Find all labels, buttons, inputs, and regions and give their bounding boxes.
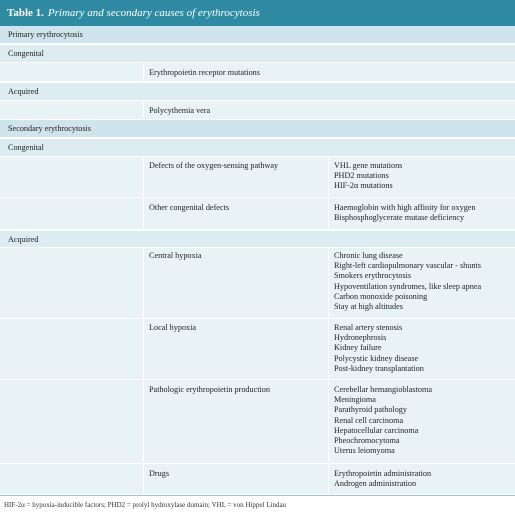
section-primary: [0, 26, 515, 44]
example-item: Bisphosphoglycerate mutase deficiency: [334, 213, 465, 223]
table-caption: Primary and secondary causes of erythrocytosis: [47, 7, 260, 19]
example-item: Pheochromocytoma: [334, 436, 400, 446]
example-item: Polycystic kidney disease: [334, 353, 419, 363]
cause-cell: Other congenital defects: [149, 203, 230, 212]
example-item: Right-left cardiopulmonary vascular - shunts: [334, 261, 481, 271]
section-label: Primary erythrocytosis: [8, 30, 83, 39]
table-row: [0, 198, 515, 230]
example-item: Haemoglobin with high affinity for oxygen: [334, 203, 476, 212]
subsection-label: Acquired: [8, 235, 39, 244]
cause-cell: Local hypoxia: [149, 323, 197, 332]
example-item: Renal cell carcinoma: [334, 415, 404, 425]
table-number: Table 1.: [7, 7, 44, 19]
example-item: Stay at high altitudes: [334, 302, 403, 312]
example-item: Hydronephrosis: [334, 333, 387, 343]
cause-cell: Pathologic erythropoietin production: [149, 385, 270, 394]
example-item: Meningioma: [334, 395, 376, 405]
examples-cell: [334, 161, 514, 192]
example-item: Chronic lung disease: [334, 251, 403, 260]
examples-cell: [334, 469, 514, 489]
table-row: [0, 248, 515, 319]
cause-cell: Drugs: [149, 469, 170, 478]
table-title: [0, 0, 515, 26]
table-row: [0, 101, 515, 120]
example-item: PHD2 mutations: [334, 171, 389, 181]
example-item: Uterus leiomyoma: [334, 446, 395, 456]
example-item: Hepatocellular carcinoma: [334, 425, 419, 435]
example-item: VHL gene mutations: [334, 161, 403, 170]
section-label: Secondary erythrocytosis: [8, 124, 91, 133]
table-row: [0, 63, 515, 82]
section-secondary: [0, 120, 515, 138]
subsection-primary-acquired: [0, 82, 515, 101]
cause-cell: Central hypoxia: [149, 251, 202, 260]
example-item: Renal artery stenosis: [334, 323, 403, 332]
cause-cell: Defects of the oxygen-sensing pathway: [149, 161, 279, 170]
examples-cell: [334, 323, 514, 374]
subsection-label: Congenital: [8, 143, 44, 152]
example-item: Kidney failure: [334, 343, 382, 353]
table-footnote: HIF-2α = hypoxia-inducible factors; PHD2 = prolyl hydroxylase domain; VHL = von Hippel Lindau: [4, 501, 287, 509]
example-item: Carbon monoxide poisoning: [334, 291, 428, 301]
example-item: Post-kidney transplantation: [334, 363, 424, 373]
example-item: Erythropoietin administration: [334, 469, 432, 478]
table-row: [0, 464, 515, 495]
cause-cell: Erythropoietin receptor mutations: [149, 68, 260, 77]
subsection-secondary-acquired: [0, 230, 515, 248]
example-item: HIF-2α mutations: [334, 181, 393, 191]
example-item: Androgen administration: [334, 479, 417, 489]
subsection-primary-congenital: [0, 44, 515, 63]
examples-cell: [334, 385, 514, 456]
cause-cell: Polycythemia vera: [149, 106, 211, 115]
examples-cell: [334, 203, 514, 223]
subsection-label: Congenital: [8, 49, 44, 58]
example-item: Parathyroid pathology: [334, 405, 407, 415]
example-item: Smokers erythrocytosis: [334, 271, 412, 281]
table-bottom-rule: [0, 495, 515, 496]
table-row: [0, 319, 515, 380]
subsection-secondary-congenital: [0, 138, 515, 157]
table-row: [0, 157, 515, 198]
subsection-label: Acquired: [8, 87, 39, 96]
example-item: Hypoventilation syndromes, like sleep apnea: [334, 281, 482, 291]
example-item: Cerebellar hemangioblastoma: [334, 385, 432, 394]
table-row: [0, 380, 515, 464]
examples-cell: [334, 251, 514, 312]
